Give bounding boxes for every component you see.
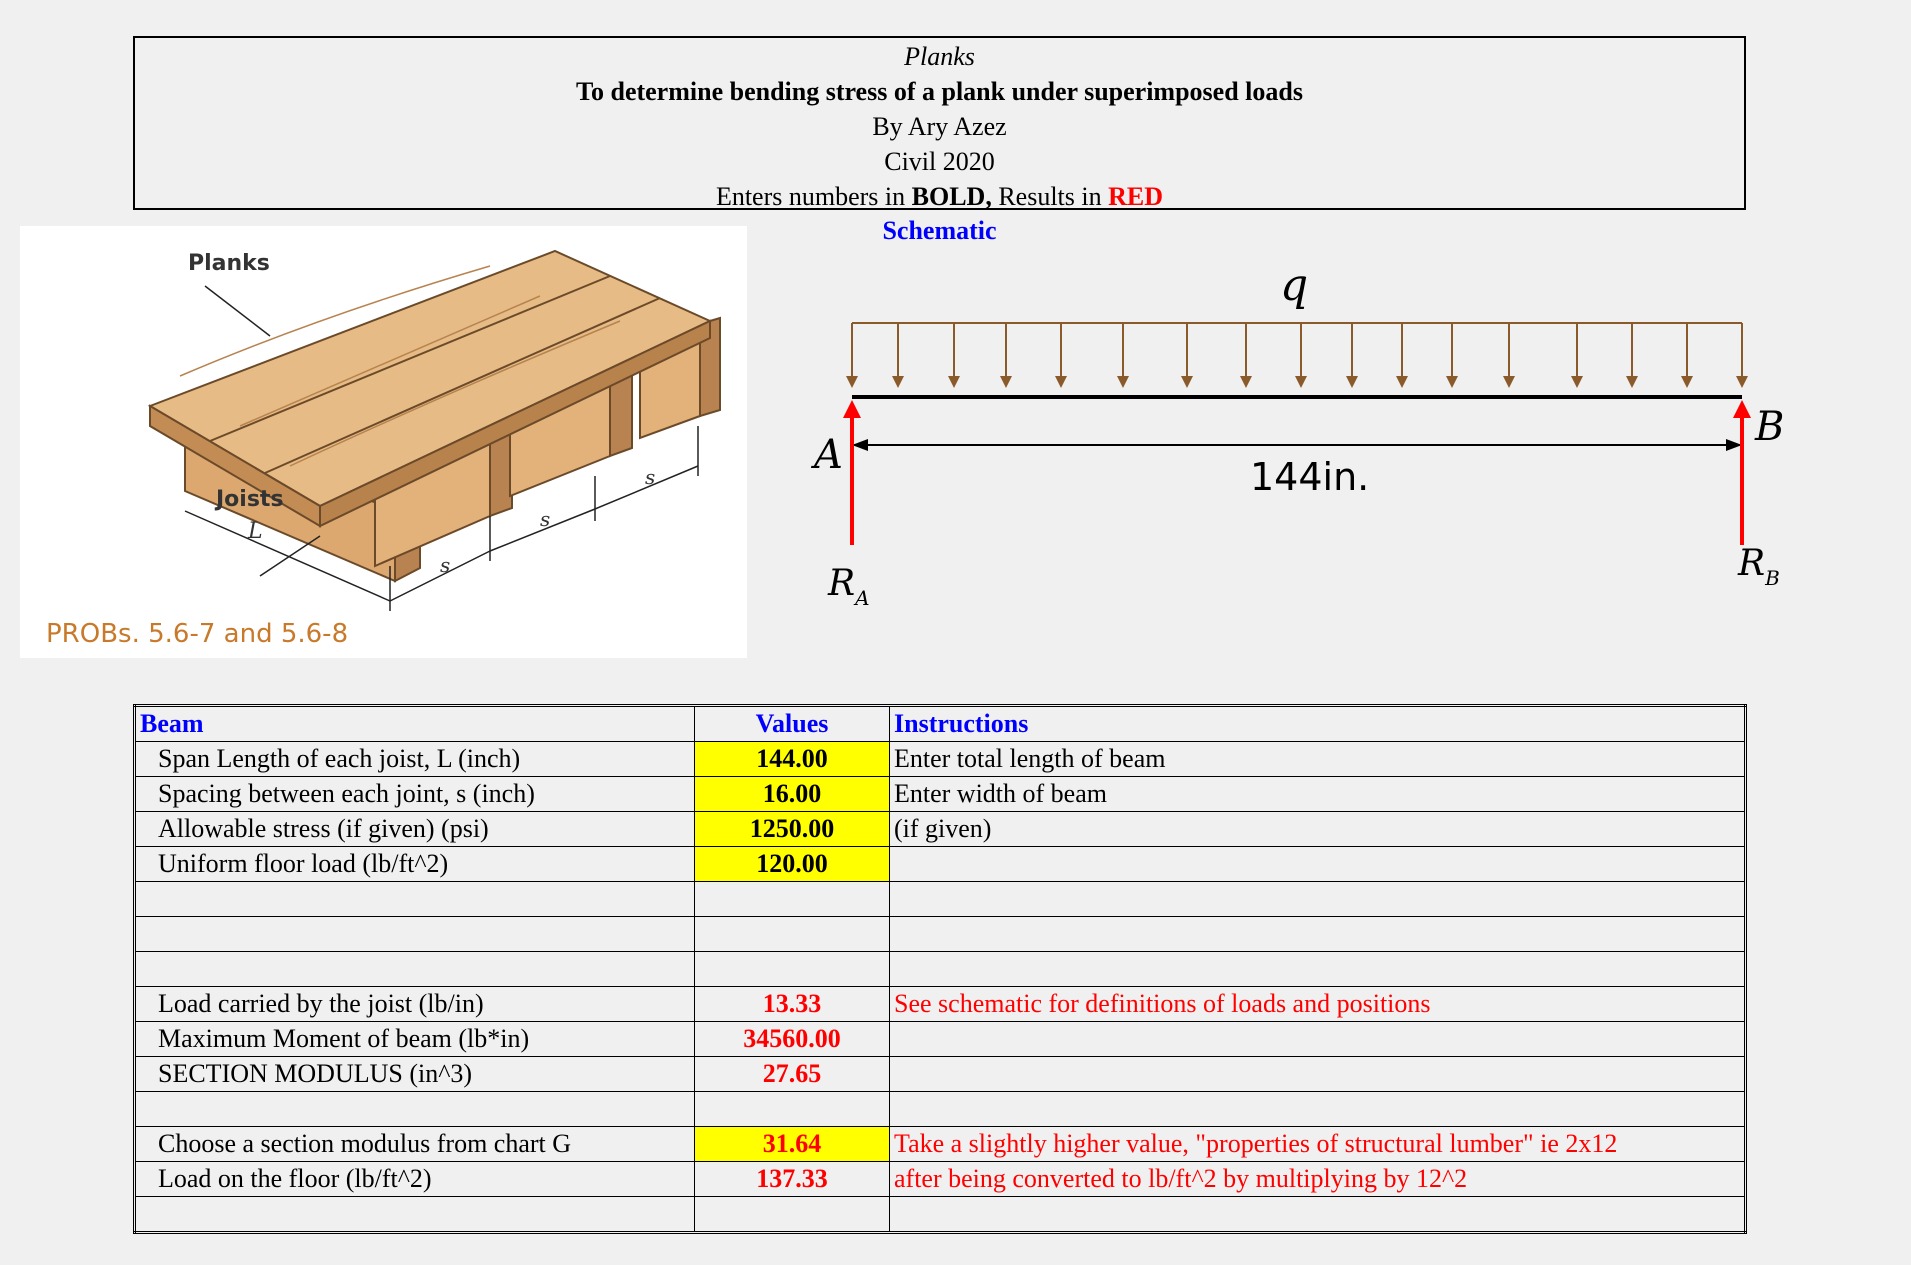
- load-arrow-head: [1446, 376, 1458, 388]
- span-arrow-right: [1726, 439, 1742, 451]
- row-instruction: Enter width of beam: [890, 777, 1746, 812]
- row-instruction: Enter total length of beam: [890, 742, 1746, 777]
- empty-row: [135, 882, 1746, 917]
- course-line: Civil 2020: [884, 147, 995, 176]
- table-row: [135, 1162, 1746, 1197]
- table-row: [135, 1022, 1746, 1057]
- reaction-b-label: [1737, 543, 1780, 590]
- load-arrow-head: [1346, 376, 1358, 388]
- reaction-a-symbol: R: [828, 563, 856, 604]
- span-arrow-left: [852, 439, 868, 451]
- row-label: Maximum Moment of beam (lb*in): [135, 1022, 695, 1057]
- row-instruction: [890, 847, 1746, 882]
- legend-note: [135, 182, 1744, 212]
- row-label: Allowable stress (if given) (psi): [135, 812, 695, 847]
- load-arrow-head: [948, 376, 960, 388]
- table-row: [135, 987, 1746, 1022]
- load-arrow-head: [1181, 376, 1193, 388]
- empty-cell[interactable]: [695, 1092, 890, 1127]
- empty-cell[interactable]: [695, 917, 890, 952]
- empty-cell[interactable]: [135, 952, 695, 987]
- reaction-a-subscript: A: [855, 586, 870, 610]
- empty-cell[interactable]: [890, 952, 1746, 987]
- table-row: [135, 777, 1746, 812]
- legend-note-middle: Results in: [991, 182, 1109, 211]
- empty-cell[interactable]: [890, 882, 1746, 917]
- schematic-label: Schematic: [882, 216, 997, 245]
- row-label: Load on the floor (lb/ft^2): [135, 1162, 695, 1197]
- load-arrow-head: [892, 376, 904, 388]
- plank-joist-figure: [20, 226, 747, 658]
- table-body: [135, 706, 1746, 1233]
- empty-row: [135, 1092, 1746, 1127]
- figure-caption: PROBs. 5.6-7 and 5.6-8: [46, 619, 349, 649]
- floor-load-result: 137.33: [695, 1162, 890, 1197]
- empty-cell[interactable]: [135, 917, 695, 952]
- empty-cell[interactable]: [135, 882, 695, 917]
- empty-cell[interactable]: [890, 917, 1746, 952]
- beam-schematic: [780, 240, 1820, 640]
- load-q-label: q: [1280, 260, 1309, 311]
- row-instruction: after being converted to lb/ft^2 by multiplying by 12^2: [890, 1162, 1746, 1197]
- spacing-input[interactable]: 16.00: [695, 777, 890, 812]
- joist-load-result: 13.33: [695, 987, 890, 1022]
- load-arrow-head: [1240, 376, 1252, 388]
- legend-note-bold: BOLD,: [911, 182, 992, 211]
- empty-row: [135, 952, 1746, 987]
- support-a-label: A: [814, 432, 843, 478]
- reaction-arrowhead-b: [1733, 400, 1751, 418]
- span-length-label: 144in.: [1250, 455, 1370, 499]
- load-arrow-head: [1117, 376, 1129, 388]
- load-arrow-head: [1396, 376, 1408, 388]
- load-arrow-head: [1503, 376, 1515, 388]
- header-values: Values: [695, 706, 890, 742]
- allowable-stress-input[interactable]: 1250.00: [695, 812, 890, 847]
- row-label: Choose a section modulus from chart G: [135, 1127, 695, 1162]
- empty-cell[interactable]: [135, 1092, 695, 1127]
- load-arrow-head: [1295, 376, 1307, 388]
- table-row: [135, 812, 1746, 847]
- sheet-subtitle: To determine bending stress of a plank under superimposed loads: [576, 77, 1303, 106]
- header-box: [133, 36, 1746, 210]
- row-label: SECTION MODULUS (in^3): [135, 1057, 695, 1092]
- load-arrow-head: [846, 376, 858, 388]
- empty-cell[interactable]: [695, 1197, 890, 1233]
- s-label-2: s: [540, 507, 551, 531]
- row-instruction: [890, 1022, 1746, 1057]
- plank-joist-illustration: [20, 226, 747, 658]
- load-arrow-head: [1681, 376, 1693, 388]
- table-header-row: [135, 706, 1746, 742]
- beam-data-table: [133, 704, 1747, 1234]
- empty-cell[interactable]: [695, 882, 890, 917]
- empty-cell[interactable]: [890, 1092, 1746, 1127]
- row-instruction: Take a slightly higher value, "properties of structural lumber" ie 2x12: [890, 1127, 1746, 1162]
- legend-note-prefix: Enters numbers in: [715, 182, 912, 211]
- chosen-section-modulus-input[interactable]: 31.64: [695, 1127, 890, 1162]
- sheet-title: Planks: [904, 42, 975, 71]
- row-instruction: See schematic for definitions of loads and positions: [890, 987, 1746, 1022]
- author-line: By Ary Azez: [872, 112, 1007, 141]
- header-instructions: Instructions: [890, 706, 1746, 742]
- s-label-3: s: [645, 465, 656, 489]
- joists-label: Joists: [216, 487, 284, 512]
- load-arrow-head: [1571, 376, 1583, 388]
- floor-load-input[interactable]: 120.00: [695, 847, 890, 882]
- s-label-1: s: [440, 553, 451, 577]
- planks-label: Planks: [188, 251, 270, 276]
- row-label: Spacing between each joint, s (inch): [135, 777, 695, 812]
- row-label: Load carried by the joist (lb/in): [135, 987, 695, 1022]
- load-arrow-head: [1626, 376, 1638, 388]
- empty-cell[interactable]: [695, 952, 890, 987]
- row-label: Span Length of each joist, L (inch): [135, 742, 695, 777]
- legend-note-red: RED: [1108, 182, 1164, 211]
- span-length-input[interactable]: 144.00: [695, 742, 890, 777]
- table-row: [135, 1127, 1746, 1162]
- load-arrow-head: [1736, 376, 1748, 388]
- reaction-b-subscript: B: [1765, 566, 1780, 590]
- max-moment-result: 34560.00: [695, 1022, 890, 1057]
- empty-row: [135, 1197, 1746, 1233]
- load-arrow-head: [1055, 376, 1067, 388]
- row-instruction: (if given): [890, 812, 1746, 847]
- reaction-a-label: [827, 563, 870, 610]
- table-row: [135, 847, 1746, 882]
- table-row: [135, 1057, 1746, 1092]
- support-b-label: B: [1755, 404, 1785, 450]
- distributed-load-arrows: [846, 323, 1748, 388]
- beam-diagram: [780, 240, 1820, 640]
- table-row: [135, 742, 1746, 777]
- empty-cell[interactable]: [135, 1197, 695, 1233]
- empty-row: [135, 917, 1746, 952]
- load-arrow-head: [1000, 376, 1012, 388]
- row-label: Uniform floor load (lb/ft^2): [135, 847, 695, 882]
- row-instruction: [890, 1057, 1746, 1092]
- reaction-b-symbol: R: [1738, 543, 1766, 584]
- L-label: L: [248, 519, 263, 544]
- section-modulus-result: 27.65: [695, 1057, 890, 1092]
- header-beam: Beam: [135, 706, 695, 742]
- empty-cell[interactable]: [890, 1197, 1746, 1233]
- reaction-arrowhead-a: [843, 400, 861, 418]
